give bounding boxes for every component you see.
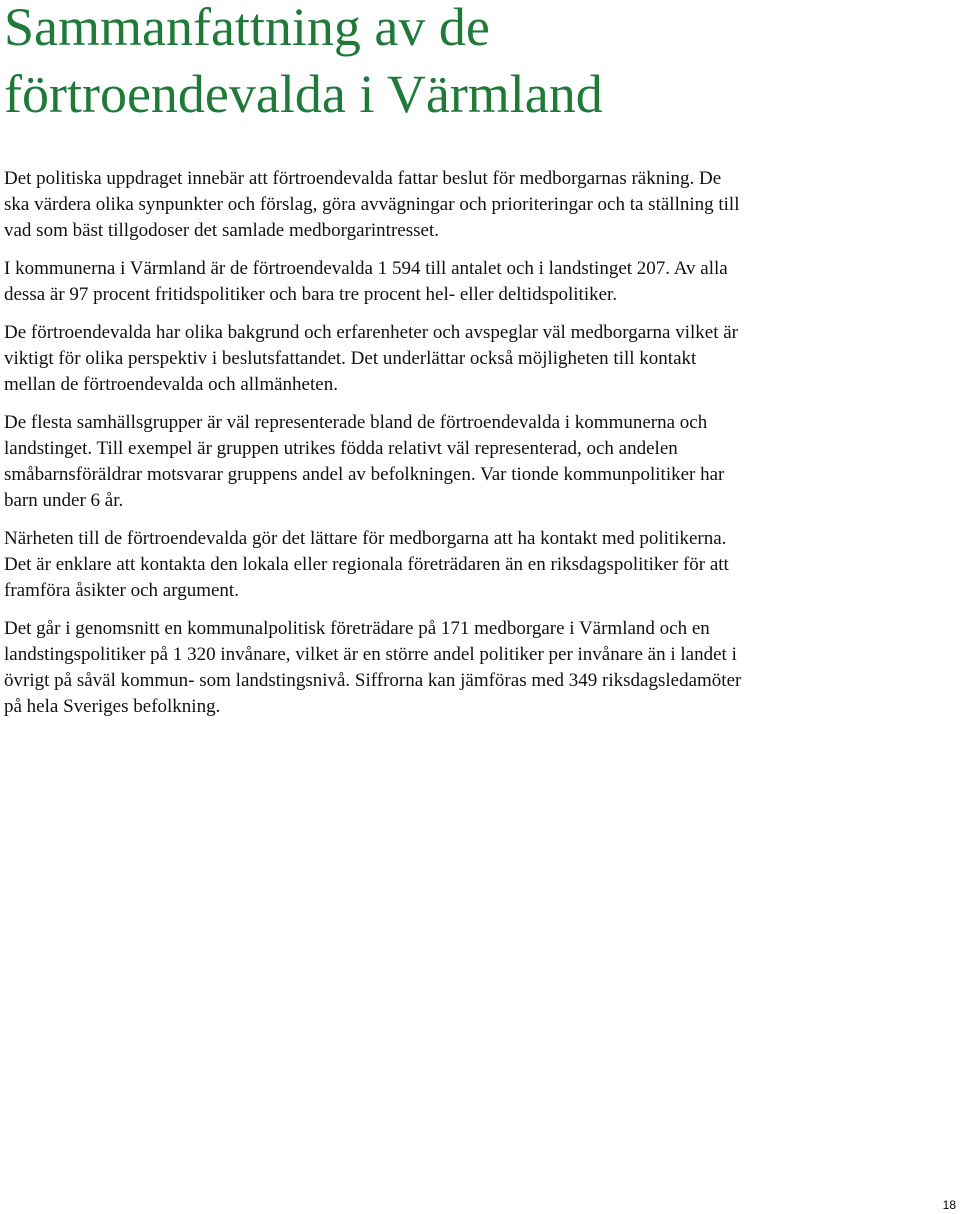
title-line: Sammanfattning av de [4, 0, 490, 57]
page-title [4, 0, 904, 128]
paragraph: Det går i genomsnitt en kommunalpolitisk företrädare på 171 medborgare i Värmland och en landstingspolitiker på 1 320 invånare, vilket är en större andel politiker per invånare än i landet i övrigt på såväl kommun- som landstingsnivå. Siffrorna kan jämföras med 349 riksdagsledamöter på hela Sveriges befolkning. [4, 618, 742, 717]
paragraph: De flesta samhällsgrupper är väl representerade bland de förtroendevalda i kommunerna och landstinget. Till exempel är gruppen utrikes födda relativt väl representerad, och andelen småbarnsföräldrar motsvarar gruppens andel av befolkningen. Var tionde kommunpolitiker har barn under 6 år. [4, 412, 725, 511]
page-number: 18 [942, 1198, 956, 1212]
paragraph: Det politiska uppdraget innebär att förtroendevalda fattar beslut för medborgarnas räkning. De ska värdera olika synpunkter och förslag, göra avvägningar och prioriteringar och ta ställning till vad som bäst tillgodoser det samlade medborgarintresset. [4, 168, 740, 241]
paragraph: De förtroendevalda har olika bakgrund och erfarenheter och avspeglar väl medborgarna vilket är viktigt för olika perspektiv i beslutsfattandet. Det underlättar också möjligheten till kontakt mellan de förtroendevalda och allmänheten. [4, 322, 738, 395]
body-text [4, 166, 744, 732]
title-line: förtroendevalda i Värmland [4, 64, 603, 124]
paragraph: Närheten till de förtroendevalda gör det lättare för medborgarna att ha kontakt med politikerna. Det är enklare att kontakta den lokala eller regionala företrädaren än en riksdagspolitiker för att framföra åsikter och argument. [4, 528, 729, 601]
paragraph: I kommunerna i Värmland är de förtroendevalda 1 594 till antalet och i landstinget 207. Av alla dessa är 97 procent fritidspolitiker och bara tre procent hel- eller deltidspolitiker. [4, 258, 728, 305]
